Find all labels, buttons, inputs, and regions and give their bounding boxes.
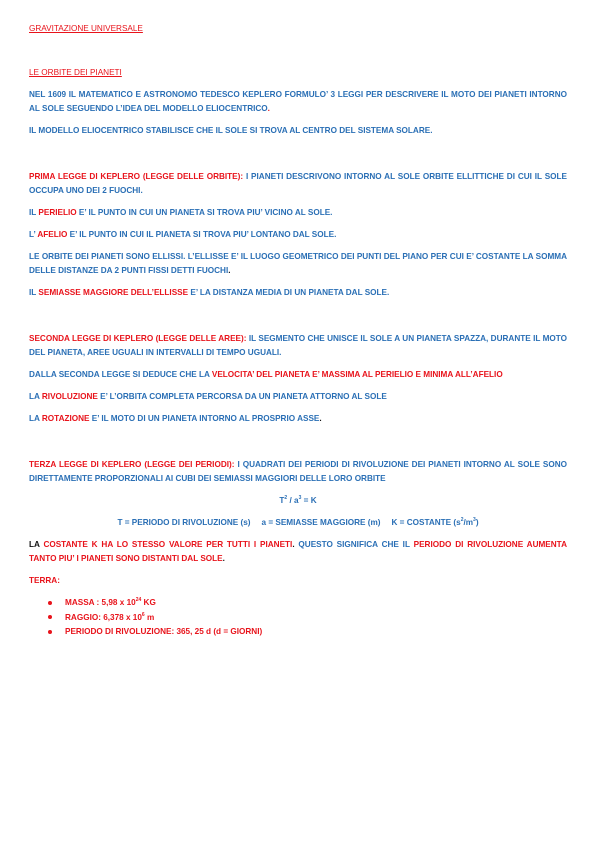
list-item-period: PERIODO DI RIVOLUZIONE: 365, 25 d (d = GIORNI) xyxy=(29,625,567,640)
bullet-icon xyxy=(48,615,52,619)
ellipse-paragraph: LE ORBITE DEI PIANETI SONO ELLISSI. L’ELLISSE E’ IL LUOGO GEOMETRICO DEI PUNTI DEL PIANO PER CUI E’ COSTANTE LA SOMMA DELLE DISTANZE DA 2 PUNTI FISSI DETTI FUOCHI. xyxy=(29,252,567,275)
aphelion-paragraph: L’ AFELIO E’ IL PUNTO IN CUI IL PIANETA SI TROVA PIU’ LONTANO DAL SOLE. xyxy=(29,230,337,239)
earth-data-list xyxy=(29,596,567,640)
section-title: LE ORBITE DEI PIANETI xyxy=(29,68,122,77)
rotation-paragraph: LA ROTAZIONE E’ IL MOTO DI UN PIANETA INTORNO AL PROSPRIO ASSE. xyxy=(29,414,322,423)
semi-axis-definition: a = SEMIASSE MAGGIORE (m) xyxy=(261,518,381,527)
document-title: GRAVITAZIONE UNIVERSALE xyxy=(29,24,143,33)
period-definition: T = PERIODO DI RIVOLUZIONE (s) xyxy=(117,518,251,527)
constant-paragraph: LA COSTANTE K HA LO STESSO VALORE PER TUTTI I PIANETI. QUESTO SIGNIFICA CHE IL PERIODO DI RIVOLUZIONE AUMENTA TANTO PIU’ I PIANETI SONO DISTANTI DAL SOLE. xyxy=(29,540,567,563)
formula-legend xyxy=(29,516,567,530)
earth-label: TERRA: xyxy=(29,576,60,585)
heliocentric-paragraph: IL MODELLO ELIOCENTRICO STABILISCE CHE IL SOLE SI TROVA AL CENTRO DEL SISTEMA SOLARE. xyxy=(29,126,433,135)
first-law-paragraph: PRIMA LEGGE DI KEPLERO (LEGGE DELLE ORBITE): I PIANETI DESCRIVONO INTORNO AL SOLE ORBITE ELLITTICHE DI CUI IL SOLE OCCUPA UNO DEI 2 FUOCHI. xyxy=(29,172,567,195)
second-law-heading: SECONDA LEGGE DI KEPLERO (LEGGE DELLE AREE): xyxy=(29,334,247,343)
third-law-heading: TERZA LEGGE DI KEPLERO (LEGGE DEI PERIODI): xyxy=(29,460,235,469)
velocity-paragraph: DALLA SECONDA LEGGE SI DEDUCE CHE LA VELOCITA’ DEL PIANETA E’ MASSIMA AL PERIELIO E MINIMA ALL’AFELIO xyxy=(29,370,503,379)
bullet-icon xyxy=(48,601,52,605)
constant-definition: K = COSTANTE $(s^2/m^3)$ xyxy=(391,517,479,527)
third-law-paragraph: TERZA LEGGE DI KEPLERO (LEGGE DEI PERIODI): I QUADRATI DEI PERIODI DI RIVOLUZIONE DEI PIANETI INTORNO AL SOLE SONO DIRETTAMENTE PROPORZIONALI AI CUBI DEI SEMIASSI MAGGIORI DELLE LORO ORBITE xyxy=(29,460,567,483)
document-content xyxy=(29,22,567,640)
second-law-paragraph: SECONDA LEGGE DI KEPLERO (LEGGE DELLE AREE): IL SEGMENTO CHE UNISCE IL SOLE A UN PIANETA SPAZZA, DURANTE IL MOTO DEL PIANETA, AREE UGUALI IN INTERVALLI DI TEMPO UGUALI. xyxy=(29,334,567,357)
semi-major-axis-paragraph: IL SEMIASSE MAGGIORE DELL’ELLISSE E’ LA DISTANZA MEDIA DI UN PIANETA DAL SOLE. xyxy=(29,288,390,297)
intro-paragraph: NEL 1609 IL MATEMATICO E ASTRONOMO TEDESCO KEPLERO FORMULO’ 3 LEGGI PER DESCRIVERE IL MOTO DEI PIANETI INTORNO AL SOLE SEGUENDO L’IDEA DEL MODELLO ELIOCENTRICO. xyxy=(29,90,567,113)
list-item-radius: RAGGIO: 6,378 x $10^6$ m xyxy=(29,611,567,626)
revolution-paragraph: LA RIVOLUZIONE E’ L’ORBITA COMPLETA PERCORSA DA UN PIANETA ATTORNO AL SOLE xyxy=(29,392,387,401)
list-item-mass: MASSA : 5,98 x $10^{24}$ KG xyxy=(29,596,567,611)
kepler-formula: $T^2 / a^3 = K$ xyxy=(279,495,317,505)
perihelion-paragraph: IL PERIELIO E’ IL PUNTO IN CUI UN PIANETA SI TROVA PIU’ VICINO AL SOLE. xyxy=(29,208,333,217)
bullet-icon xyxy=(48,630,52,634)
first-law-heading: PRIMA LEGGE DI KEPLERO (LEGGE DELLE ORBITE): xyxy=(29,172,244,181)
